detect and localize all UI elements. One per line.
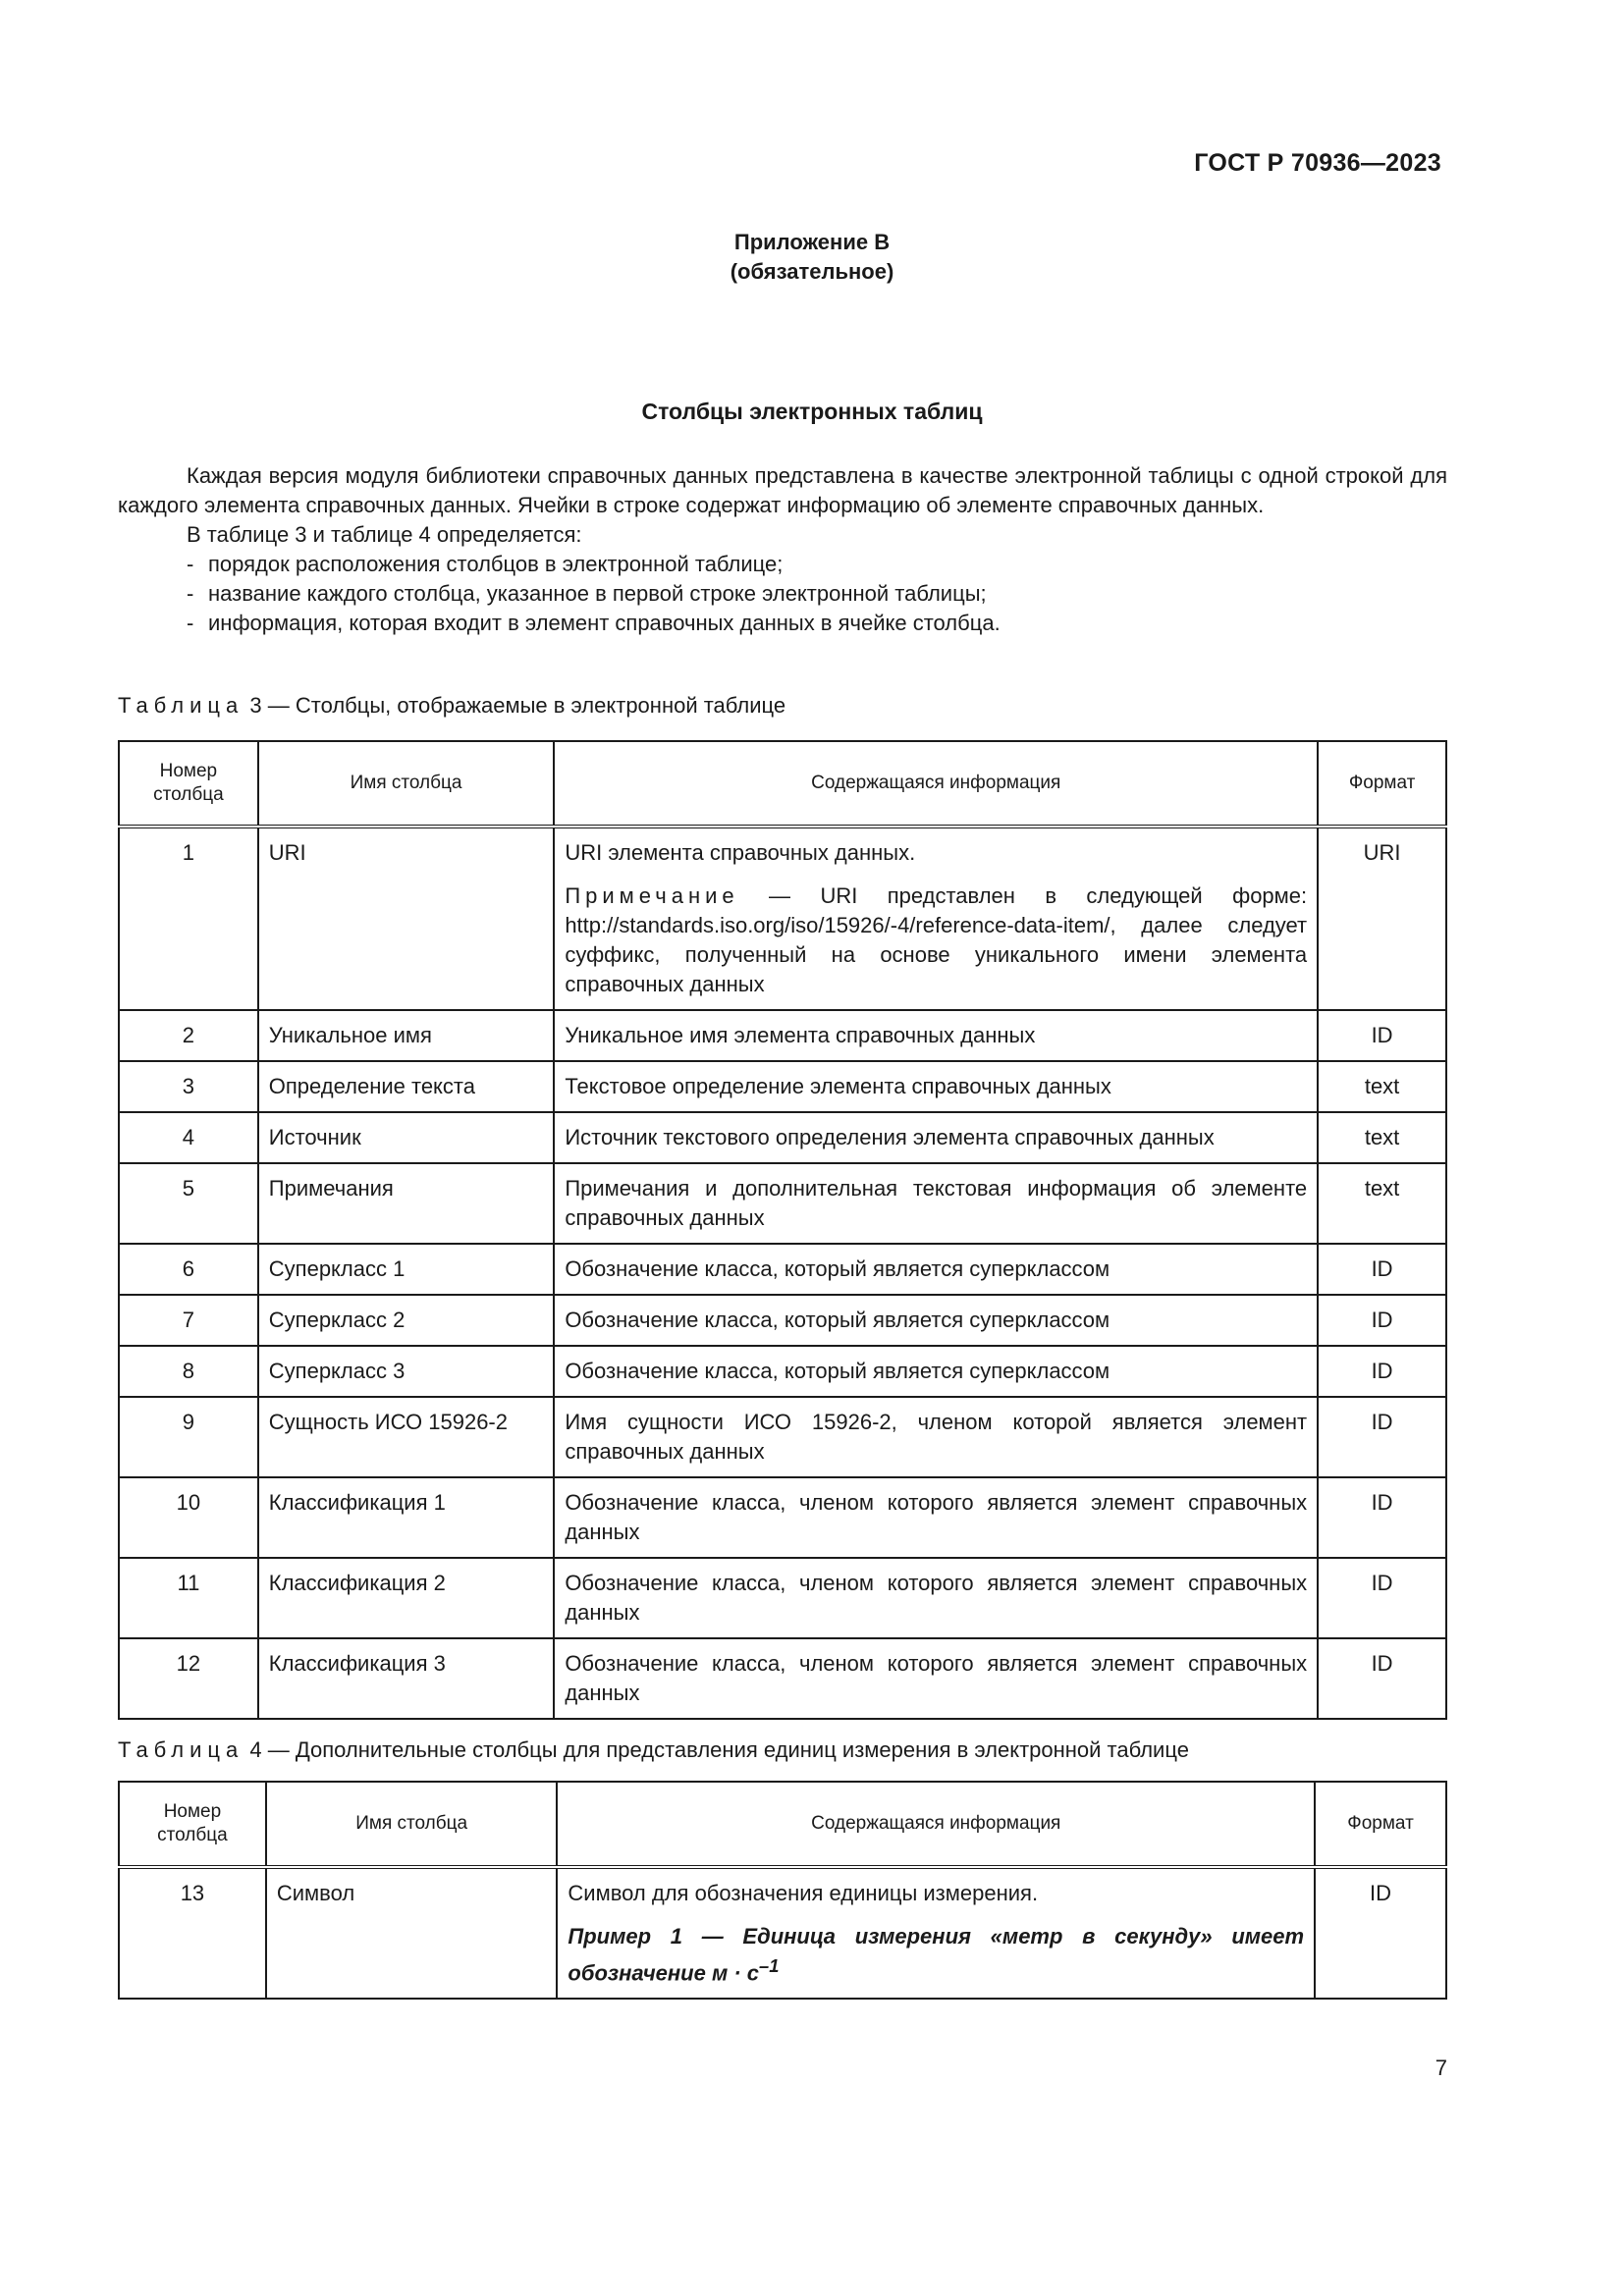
list-item: - название каждого столбца, указанное в первой строке электронной таблицы; <box>187 581 987 606</box>
table3 <box>118 740 1447 1720</box>
col-header-number: Номер столбца <box>119 741 258 827</box>
table3-caption: Таблица 3 — Столбцы, отображаемые в электронной таблице <box>118 693 786 718</box>
table-row: 8 Суперкласс 3 Обозначение класса, который является суперклассом ID <box>119 1346 1446 1397</box>
table4-caption: Таблица 4 — Дополнительные столбцы для представления единиц измерения в электронной таблице <box>118 1737 1189 1762</box>
section-title: Столбцы электронных таблиц <box>641 399 983 424</box>
col-header-format: Формат <box>1315 1782 1446 1867</box>
annex-heading <box>0 228 1624 287</box>
col-header-info: Содержащаяся информация <box>557 1782 1315 1867</box>
table-header-row <box>119 1782 1446 1867</box>
col-header-number: Номер столбца <box>119 1782 266 1867</box>
table-row: 13 Символ Символ для обозначения единицы измерения. Пример 1 — Единица измерения «метр в секунду» имеет обозначение $м \cdot с^{-1}$ ID <box>119 1867 1446 1999</box>
list-item: - информация, которая входит в элемент справочных данных в ячейке столбца. <box>187 611 1001 635</box>
table-row: 7 Суперкласс 2 Обозначение класса, который является суперклассом ID <box>119 1295 1446 1346</box>
col-header-format: Формат <box>1318 741 1446 827</box>
page-number: 7 <box>1435 2056 1447 2080</box>
body-text <box>118 461 1447 638</box>
intro-paragraph: Каждая версия модуля библиотеки справочных данных представлена в качестве электронной таблицы с одной строкой для каждого элемента справочных данных. Ячейки в строке содержат информацию об элементе справочных данных. <box>118 463 1447 517</box>
table-header-row <box>119 741 1446 827</box>
table-row: 1 URI URI элемента справочных данных. Примечание — URI представлен в следующей форме: http://standards.iso.org/iso/15926/-4/reference-data-item/, далее следует суффикс, полученный на основе уникального имени элемента справочных данных URI <box>119 827 1446 1010</box>
cell-info: Символ для обозначения единицы измерения. <box>568 1881 1039 1905</box>
table-row: 3 Определение текста Текстовое определение элемента справочных данных text <box>119 1061 1446 1112</box>
table-row: 2 Уникальное имя Уникальное имя элемента справочных данных ID <box>119 1010 1446 1061</box>
col-header-info: Содержащаяся информация <box>554 741 1318 827</box>
col-header-name: Имя столбца <box>258 741 555 827</box>
table-row: 5 Примечания Примечания и дополнительная текстовая информация об элементе справочных данных text <box>119 1163 1446 1244</box>
definition-list <box>118 550 1447 638</box>
document-code: ГОСТ Р 70936—2023 <box>1194 149 1441 177</box>
table-row: 4 Источник Источник текстового определения элемента справочных данных text <box>119 1112 1446 1163</box>
col-header-name: Имя столбца <box>266 1782 558 1867</box>
list-item: - порядок расположения столбцов в электронной таблице; <box>187 552 784 576</box>
annex-status: (обязательное) <box>730 259 894 284</box>
table4 <box>118 1781 1447 2000</box>
cell-note: Примечание — URI представлен в следующей форме: http://standards.iso.org/iso/15926/-4/reference-data-item/, далее следует суффикс, полученный на основе уникального имени элемента справочных данных <box>565 883 1308 996</box>
table-row: 6 Суперкласс 1 Обозначение класса, который является суперклассом ID <box>119 1244 1446 1295</box>
cell-example: Пример 1 — Единица измерения «метр в секунду» имеет обозначение $м \cdot с^{-1}$ <box>568 1924 1305 1986</box>
list-intro: В таблице 3 и таблице 4 определяется: <box>187 522 582 547</box>
cell-info: URI элемента справочных данных. <box>565 840 916 865</box>
annex-title: Приложение В <box>733 230 891 254</box>
table-row: 11 Классификация 2 Обозначение класса, членом которого является элемент справочных данных ID <box>119 1558 1446 1638</box>
table-row: 12 Классификация 3 Обозначение класса, членом которого является элемент справочных данных ID <box>119 1638 1446 1719</box>
table-row: 9 Сущность ИСО 15926-2 Имя сущности ИСО 15926-2, членом которой является элемент справочных данных ID <box>119 1397 1446 1477</box>
table-row: 10 Классификация 1 Обозначение класса, членом которого является элемент справочных данных ID <box>119 1477 1446 1558</box>
